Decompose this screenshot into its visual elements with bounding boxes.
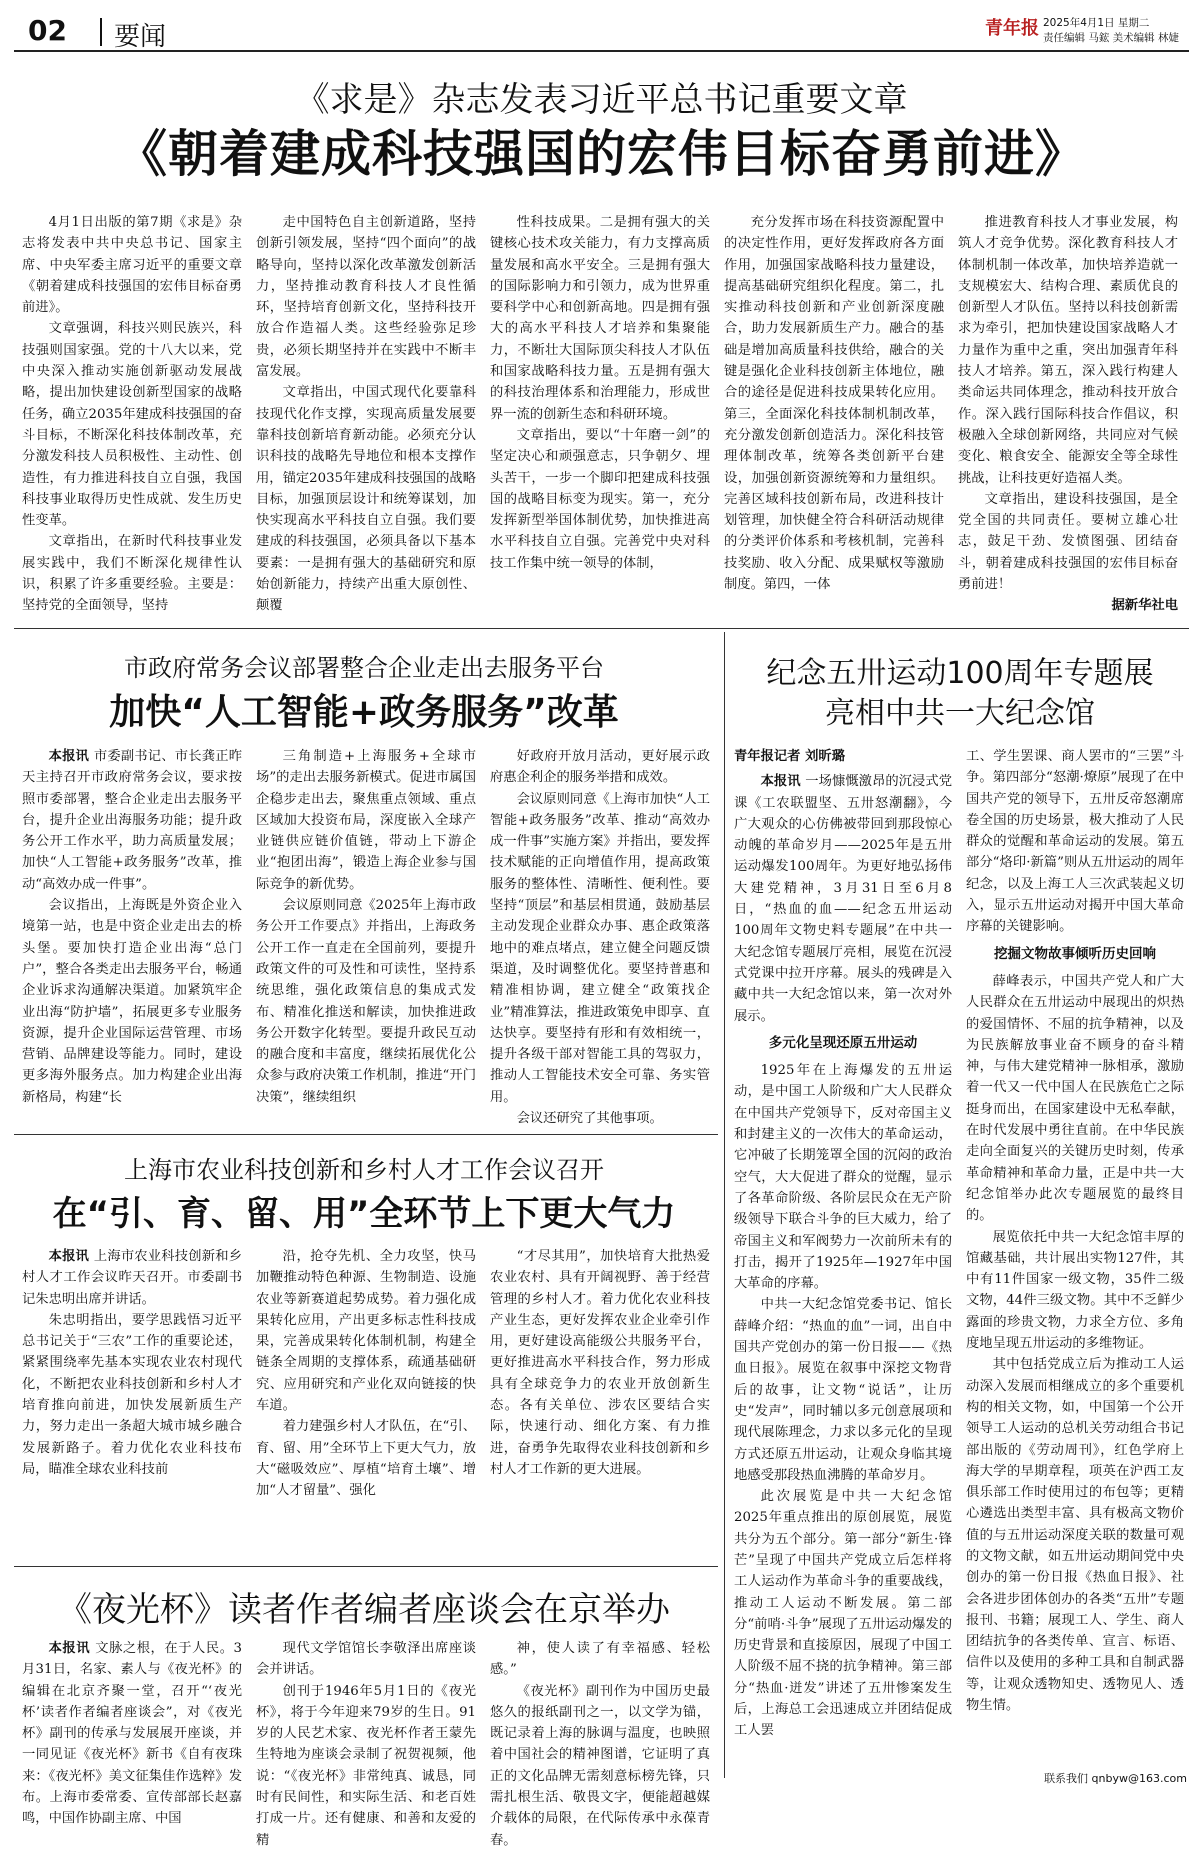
article5-subhead-2: 挖掘文物故事倾听历史回响 — [994, 945, 1156, 962]
paragraph: 文章指出，在新时代科技事业发展实践中，我们不断深化规律性认识，积累了许多重要经验。主要是：坚持党的全面领导，坚持 — [22, 534, 242, 614]
editors-credit: 责任编辑 马鋐 美术编辑 林婕 — [1043, 32, 1180, 44]
article3-kicker: 上海市农业科技创新和乡村人才工作会议召开 — [124, 1156, 604, 1184]
article5-body — [734, 746, 1184, 1782]
article3-column-2 — [256, 1246, 476, 1558]
paragraph: 充分发挥市场在科技资源配置中的决定性作用，更好发挥政府各方面作用，加强国家战略科技力量建设，提高基础研究组织化程度。第二，扎实推动科技创新和产业创新深度融合，助力发展新质生产力。融合的基础是增加高质量科技供给，融合的关键是强化企业科技创新主体地位，融合的途径是促进科技成果转化应用。第三，全面深化科技体制机制改革，充分激发创新创造活力。深化科技管理体制改革，统筹各类创新平台建设，加强创新资源统筹和力量组织。完善区域科技创新布局，改进科技计划管理，加快健全符合科研活动规律的分类评价体系和考核机制，完善科技奖励、收入分配、成果赋权等激励制度。第四，一体 — [724, 215, 944, 593]
paragraph: 性科技成果。二是拥有强大的关键核心技术攻关能力，有力支撑高质量发展和高水平安全。三是拥有强大的国际影响力和引领力，成为世界重要科学中心和创新高地。四是拥有强大的高水平科技人才培养和集聚能力，不断壮大国际顶尖科技人才队伍和国家战略科技力量。五是拥有强大的科技治理体系和治理能力，形成世界一流的创新生态和科研环境。 — [490, 215, 710, 422]
paragraph: 神，使人读了有幸福感、轻松感。” — [490, 1641, 710, 1678]
article3-bottom-rule — [14, 1566, 718, 1567]
lead-source: 据新华社电 — [1111, 598, 1178, 614]
lead-headline: 《朝着建成科技强国的宏伟目标奋勇前进》 — [117, 125, 1086, 183]
paragraph: 4月1日出版的第7期《求是》杂志将发表中共中央总书记、国家主席、中央军委主席习近平的重要文章《朝着建成科技强国的宏伟目标奋勇前进》。 — [22, 215, 242, 316]
paragraph: 1925年在上海爆发的五卅运动，是中国工人阶级和广大人民群众在中国共产党领导下，反对帝国主义和封建主义的一次伟大的革命运动，它冲破了长期笼罩全国的沉闷的政治空气，大大促进了群众的觉醒，显示了各革命阶级、各阶层民众在无产阶级领导下联合斗争的巨大威力，给了帝国主义和军阀势力一次前所未有的打击，揭开了1925年—1927年中国大革命的序幕。 — [734, 1063, 952, 1292]
paragraph: “才尽其用”，加快培育大批热爱农业农村、具有开阔视野、善于经营管理的乡村人才。着力优化农业科技产业生态，更好发挥农业企业牵引作用，更好建设高能级公共服务平台，更好推进高水平科技合作，努力形成具有全球竞争力的农业开放创新生态。各有关单位、涉农区要结合实际，快速行动、细化方案、有力推进，奋勇争先取得农业科技创新和乡村人才工作新的更大进展。 — [490, 1249, 710, 1477]
article5-headline — [730, 654, 1190, 734]
article3-column-3 — [490, 1246, 710, 1558]
article5-headline-line2: 亮相中共一大纪念馆 — [825, 696, 1095, 731]
article4-column-2 — [256, 1638, 476, 1848]
paragraph: 会议原则同意《2025年上海市政务公开工作要点》并指出，上海政务公开工作一直走在全国前列，要提升政策文件的可及性和可读性，坚持系统思维，强化政策信息的集成式发布、精准化推送和解读，加快推进政务公开数字化转型。要提升政民互动的融合度和丰富度，继续拓展优化公众参与政府决策工作机制，推进“开门决策”，继续组织 — [256, 898, 476, 1105]
article2-column-1 — [22, 746, 242, 1126]
paragraph: 三角制造+上海服务+全球市场”的走出去服务新模式。促进市属国企稳步走出去，聚焦重点领域、重点区域加大投资布局，深度嵌入全球产业链供应链价值链，带动上下游企业“抱团出海”，锻造上海企业参与国际竞争的新优势。 — [256, 749, 476, 892]
article2-body — [22, 746, 714, 1126]
article4-column-1 — [22, 1638, 242, 1827]
paragraph: 文章指出，要以“十年磨一剑”的坚定决心和顽强意志，只争朝夕、埋头苦干，一步一个脚印把建成科技强国的战略目标变为现实。第一，充分发挥新型举国体制优势，加快推进高水平科技自立自强。完善党中央对科技工作集中统一领导的体制， — [490, 427, 710, 571]
article2-headline: 加快“人工智能+政务服务”改革 — [109, 692, 619, 733]
paragraph: 会议原则同意《上海市加快“人工智能+政务服务”改革、推动“高效办成一件事”实施方案》并指出，要发挥技术赋能的正向增值作用，提高政策服务的整体性、清晰性、便利性。要坚持“顶层”和基层相贯通，鼓励基层主动发现企业群众办事、惠企政策落地中的难点堵点，建立健全问题反馈渠道，及时调整优化。要坚持普惠和精准相协调，建立健全“政策找企业”精准算法，推进政策免申即享、直达快享。要坚持有形和有效相统一，提升各级干部对智能工具的驾驭力，推动人工智能技术安全可靠、务实管用。 — [490, 791, 710, 1105]
article3-headline: 在“引、育、留、用”全环节上下更大气力 — [52, 1194, 676, 1234]
paragraph: 本报讯 上海市农业科技创新和乡村人才工作会议昨天召开。市委副书记朱忠明出席并讲话。 — [22, 1249, 242, 1307]
lead-kicker: 《求是》杂志发表习近平总书记重要文章 — [295, 80, 908, 120]
masthead-divider — [100, 18, 102, 46]
article3-column-1 — [22, 1246, 242, 1558]
article2-column-2 — [256, 746, 476, 1126]
paragraph: 会议指出，上海既是外资企业入境第一站，也是中资企业走出去的桥头堡。要加快打造企业出海“总门户”，整合各类走出去服务平台，畅通企业诉求沟通解决渠道。加紧筑牢企业出海“防护墙”，拓展更多专业服务资源，提升企业国际运营管理、市场营销、品牌建设等能力。同时，建设更多海外服务点。加力构建企业出海新格局，构建“长 — [22, 898, 242, 1105]
column-divider — [724, 632, 725, 1778]
dateline-label: 本报讯 — [48, 1249, 94, 1264]
paragraph: 中共一大纪念馆党委书记、馆长薛峰介绍：“热血的血”一词，出自中国共产党创办的第一份日报——《热血日报》。展览在叙事中深挖文物背后的故事，让文物“说话”，让历史“发声”，同时辅以多元创意展项和现代展陈理念，力求以多元化的呈现方式还原五卅运动，让观众身临其境地感受那段热血沸腾的革命岁月。 — [734, 1297, 952, 1483]
paragraph: 文章强调，科技兴则民族兴，科技强则国家强。党的十八大以来，党中央深入推动实施创新驱动发展战略，提出加快建设创新型国家的战略任务，确立2035年建成科技强国的奋斗目标，不断深化科技体制改革，充分激发科技人员积极性、主动性、创造性，有力推进科技自立自强，我国科技事业取得历史性成就、发生历史性变革。 — [22, 321, 242, 529]
paragraph: 走中国特色自主创新道路，坚持创新引领发展，坚持“四个面向”的战略导向，坚持以深化改革激发创新活力，坚持推动教育科技人才良性循环，坚持培育创新文化，坚持科技开放合作造福人类。这些经验弥足珍贵，必须长期坚持并在实践中不断丰富发展。 — [256, 215, 476, 380]
footer-contact: 联系我们 qnbyw@163.com — [1044, 1772, 1187, 1785]
lead-column-4 — [724, 212, 944, 622]
article3-body — [22, 1246, 714, 1558]
paragraph: 《夜光杯》副刊作为中国历史最悠久的报纸副刊之一，以文学为锚，既记录着上海的脉调与温度，也映照着中国社会的精神图谱，它证明了真正的文化品牌无需刻意标榜先锋，只需扎根生活、敬畏文字，便能超越媒介载体的局限，在代际传承中永葆青春。 — [490, 1683, 710, 1848]
article5-column-1 — [734, 746, 952, 1782]
section-title: 要闻 — [114, 22, 167, 52]
issue-date: 2025年4月1日 星期二 — [1043, 17, 1150, 29]
paragraph: 现代文学馆馆长李敬泽出席座谈会并讲话。 — [256, 1641, 476, 1678]
dateline — [1043, 16, 1189, 46]
lead-body — [22, 212, 1182, 622]
dateline-label: 本报讯 — [760, 774, 806, 790]
paragraph: 好政府开放月活动，更好展示政府惠企利企的服务举措和成效。 — [490, 749, 710, 786]
dateline-label: 本报讯 — [48, 1641, 96, 1656]
paragraph: 推进教育科技人才事业发展，构筑人才竞争优势。深化教育科技人才体制机制一体改革，加快培养造就一支规模宏大、结构合理、素质优良的创新型人才队伍。坚持以科技创新需求为牵引，把加快建设国家战略人才力量作为重中之重，突出加强青年科技人才培养。第五，深入践行构建人类命运共同体理念，推动科技开放合作。深入践行国际科技合作倡议，积极融入全球创新网络，共同应对气候变化、粮食安全、能源安全等全球性挑战，让科技更好造福人类。 — [958, 215, 1178, 486]
newspaper-logo: 青年报 — [985, 18, 1039, 39]
article5-subhead-1: 多元化呈现还原五卅运动 — [768, 1034, 918, 1051]
paragraph: 本报讯 文脉之根，在于人民。3月31日，名家、素人与《夜光杯》的编辑在北京齐聚一堂，召开“‘夜光杯’读者作者编者座谈会”，对《夜光杯》副刊的传承与发展展开座谈，并一同见证《夜光杯》新书《自有夜珠来：《夜光杯》美文征集佳作选粹》发布。上海市委常委、宣传部部长赵嘉鸣，中国作协副主席、中国 — [22, 1641, 242, 1827]
paragraph: 展览依托中共一大纪念馆丰厚的馆藏基础，共计展出实物127件，其中有11件国家一级文物，35件二级文物，44件三级文物。其中不乏鲜少露面的珍贵文物，力求全方位、多角度地呈现五卅运动的多维物证。 — [966, 1229, 1184, 1352]
article4-column-3 — [490, 1638, 710, 1848]
paragraph: 本报讯 一场慷慨激昂的沉浸式党课《工农联盟坚、五卅怒潮翻》，今广大观众的心仿佛被带回到那段惊心动魄的革命岁月——2025年是五卅运动爆发100周年。为更好地弘扬伟大建党精神，3月31日至6月8日，“热血的血——纪念五卅运动100周年文物史料专题展”在中共一大纪念馆专题展厅亮相，展览在沉浸式党课中拉开序幕。展头的残碑是入藏中共一大纪念馆以来，第一次对外展示。 — [734, 774, 952, 1024]
paragraph: 着力建强乡村人才队伍，在“引、育、留、用”全环节上下更大气力，放大“磁吸效应”、厚植“培育土壤”、增加“人才留量”、强化 — [256, 1419, 476, 1499]
article2-bottom-rule — [14, 1134, 718, 1135]
page-number: 02 — [28, 14, 67, 47]
paragraph: 薛峰表示，中国共产党人和广大人民群众在五卅运动中展现出的炽热的爱国情怀、不屈的抗争精神，以及为民族解放事业奋不顾身的奋斗精神，与伟大建党精神一脉相承，激励着一代又一代中国人在民族危亡之际挺身而出，在国家建设中无私奉献，在时代发展中勇往直前。在中华民族走向全面复兴的关键历史时刻，传承革命精神和革命力量，正是中共一大纪念馆举办此次专题展览的最终目的。 — [966, 973, 1184, 1224]
article5-headline-line1: 纪念五卅运动100周年专题展 — [766, 656, 1154, 691]
article5-byline: 青年报记者 刘昕璐 — [734, 749, 846, 764]
paragraph: 文章指出，中国式现代化要靠科技现代化作支撑，实现高质量发展要靠科技创新培育新动能。必须充分认识科技的战略先导地位和根本支撑作用，锚定2035年建成科技强国的战略目标，加强顶层设计和统筹谋划，加快实现高水平科技自立自强。我们要建成的科技强国，必须具备以下基本要素：一是拥有强大的基础研究和原始创新能力，持续产出重大原创性、颠覆 — [256, 385, 476, 614]
article4-body — [22, 1638, 714, 1848]
lead-column-2 — [256, 212, 476, 622]
paragraph: 此次展览是中共一大纪念馆2025年重点推出的原创展览，展览共分为五个部分。第一部分“新生·锋芒”呈现了中国共产党成立后怎样将工人运动作为革命斗争的重要战线，推动工人运动不断发展。第二部分“前哨·斗争”展现了五卅运动爆发的历史背景和直接原因，展现了中国工人阶级不屈不挠的抗争精神。第三部分“热血·迸发”讲述了五卅惨案发生后，上海总工会迅速成立并团结促成工人罢 — [734, 1489, 952, 1739]
paragraph: 沿，抢夺先机、全力攻坚，快马加鞭推动特色种源、生物制造、设施农业等新赛道起势成势。着力强化成果转化应用，产出更多标志性科技成果，完善成果转化体制机制，构建全链条全周期的支撑体系，疏通基础研究、应用研究和产业化双向链接的快车道。 — [256, 1249, 476, 1414]
lead-column-1 — [22, 212, 242, 622]
masthead — [14, 10, 1189, 52]
paragraph: 创刊于1946年5月1日的《夜光杯》，将于今年迎来79岁的生日。91岁的人民艺术家、夜光杯作者王蒙先生特地为座谈会录制了祝贺视频，他说：“《夜光杯》非常纯真、诚恳，同时有民间性，和实际生活、和老百姓打成一片。还有健康、和善和友爱的精 — [256, 1683, 476, 1848]
article4-headline: 《夜光杯》读者作者编者座谈会在京举办 — [58, 1590, 670, 1630]
lead-column-5 — [958, 212, 1178, 622]
paragraph: 本报讯 市委副书记、市长龚正昨天主持召开市政府常务会议，要求按照市委部署，整合企业走出去服务平台，提升企业出海服务功能；提升政务公开工作水平，助力高质量发展；加快“人工智能+政务服务”改革，推动“高效办成一件事”。 — [22, 749, 242, 892]
article2-kicker: 市政府常务会议部署整合企业走出去服务平台 — [124, 654, 604, 682]
lead-bottom-rule — [14, 628, 1189, 629]
article2-column-3 — [490, 746, 710, 1126]
paragraph: 其中包括党成立后为推动工人运动深入发展而相继成立的多个重要机构的相关文物，如，中国第一个公开领导工人运动的总机关劳动组合书记部出版的《劳动周刊》，红色学府上海大学的早期章程，项英在沪西工友俱乐部工作时使用过的布包等；更精心遴选出类型丰富、具有极高文物价值的与五卅运动深度关联的数量可观的文物文献，如五卅运动期间党中央创办的第一份日报《热血日报》、社会各进步团体创办的各类“五卅”专题报刊、书籍；展现工人、学生、商人团结抗争的各类传单、宣言、标语、信件以及使用的多种工具和自制武器等，让观众透物知史、透物见人、透物生情。 — [966, 1357, 1184, 1714]
lead-column-3 — [490, 212, 710, 622]
paragraph: 会议还研究了其他事项。 — [516, 1111, 663, 1127]
article5-column-2 — [966, 746, 1184, 1782]
paragraph: 工、学生罢课、商人罢市的“三罢”斗争。第四部分“怒潮·燎原”展现了在中国共产党的领导下，五卅反帝怒潮席卷全国的历史场景，极大推动了人民群众的觉醒和革命运动的发展。第五部分“烙印·新篇”则从五卅运动的周年纪念，以及上海工人三次武装起义切入，显示五卅运动对揭开中国大革命序幕的关键影响。 — [966, 749, 1184, 935]
dateline-label: 本报讯 — [48, 749, 94, 764]
paragraph: 文章指出，建设科技强国，是全党全国的共同责任。要树立雄心壮志，鼓足干劲、发愤图强、团结奋斗，朝着建成科技强国的宏伟目标奋勇前进！ — [958, 491, 1178, 593]
paragraph: 朱忠明指出，要学思践悟习近平总书记关于“三农”工作的重要论述，紧紧围绕率先基本实现农业农村现代化，不断把农业科技创新和乡村人才培育推向前进，加快发展新质生产力，努力走出一条超大城市城乡融合发展新路子。着力优化农业科技布局，瞄准全球农业科技前 — [22, 1312, 242, 1477]
